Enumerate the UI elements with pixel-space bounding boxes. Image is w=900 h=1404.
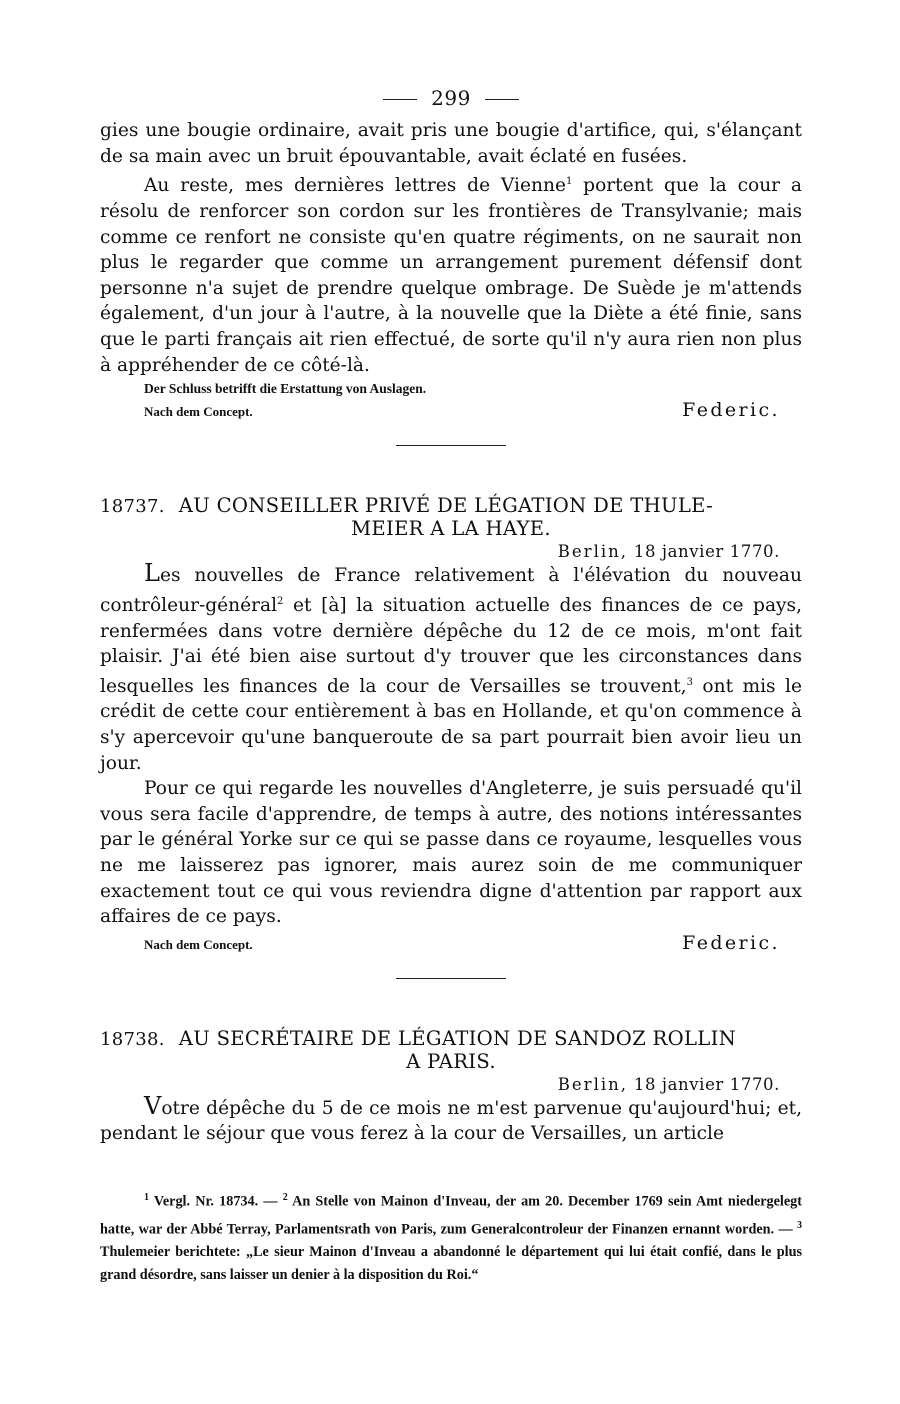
- letter-paragraph: [100, 561, 802, 776]
- dateline-place: Berlin,: [557, 1074, 628, 1094]
- footnote-mark: 3: [797, 1219, 802, 1231]
- letter-paragraph: Pour ce qui regarde les nouvelles d'Angleterre, je suis persuadé qu'il vous sera facile d'apprendre, de temps à autre, des notions intéressantes par le général Yorke sur ce qui se passe dans ce royaume, lesquelles vous ne me laisserez pas ignorer, mais aurez soin de me communiquer exactement tout ce qui vous reviendra digne d'attention par rapport aux affaires de ce pays.: [100, 778, 802, 928]
- document-heading-18737: [100, 494, 802, 540]
- letter-paragraph: Votre dépêche du 5 de ce mois ne m'est parvenue qu'aujourd'hui; et, pendant le séjour que vous ferez à la cour de Versailles, un article: [100, 1091, 802, 1145]
- dateline-date: 18 janvier 1770.: [628, 1074, 780, 1094]
- footnote-ref: 3: [686, 676, 693, 688]
- dateline: [100, 1075, 780, 1094]
- heading-line: A PARIS.: [406, 1049, 496, 1073]
- footnote-mark: 2: [282, 1192, 288, 1203]
- header-dash-left: [383, 99, 417, 100]
- dateline-place: Berlin,: [557, 542, 628, 562]
- footnotes: [100, 1186, 802, 1287]
- heading-line: MEIER A LA HAYE.: [351, 517, 551, 541]
- footnote-text: An Stelle von Mainon d'Inveau, der am 20. December 1769 sein Amt niedergelegt hatte, war der Abbé Terray, Parlamentsrath von Paris, zum Generalcontroleur der Finanzen ernannt worden. —: [100, 1193, 802, 1238]
- dateline-date: 18 janvier 1770.: [628, 542, 780, 562]
- editorial-note: Der Schluss betrifft die Erstattung von Auslagen.: [144, 381, 427, 397]
- source-note: Nach dem Concept.: [144, 936, 253, 952]
- closing-row: [100, 932, 802, 954]
- footnote-text: Vergl. Nr. 18734. —: [149, 1193, 283, 1210]
- document-heading-18738: [100, 1027, 802, 1073]
- dateline: [100, 542, 780, 561]
- header-dash-right: [485, 99, 519, 100]
- paragraph-text: et [à] la situation actuelle des finances de ce pays, renfermées dans votre dernière dépêche du 12 de ce mois, m'ont fait plaisir. J'ai été bien aise surtout d'y trouver que les circonstances dans lesquelles les finances de la cour de Versailles se trouvent,: [100, 594, 802, 697]
- paragraph-text: ont mis le crédit de cette cour entièrement à bas en Hollande, et qu'on commence à s'y apercevoir qu'une banqueroute de sa part pourrait bien avoir lieu un jour.: [100, 675, 802, 774]
- heading-line: AU CONSEILLER PRIVÉ DE LÉGATION DE THULE-: [178, 494, 714, 518]
- signature: Federic.: [682, 931, 780, 954]
- source-note: Nach dem Concept.: [144, 404, 253, 420]
- continued-paragraph: gies une bougie ordinaire, avait pris une bougie d'artifice, qui, s'élançant de sa main avec un bruit épouvantable, avait éclaté en fusées.: [100, 120, 802, 167]
- paragraph-vienne: [100, 169, 802, 378]
- footnote-ref: 1: [565, 176, 573, 188]
- page-number: 299: [431, 86, 471, 110]
- closing-row: [100, 399, 802, 421]
- footnote-block: [100, 1186, 802, 1287]
- separator-rule: [396, 978, 506, 979]
- footnote-text: Thulemeier berichtete: „Le sieur Mainon d'Inveau a abandonné le département qui lui était confié, dans le plus grand désordre, sans laisser un denier à la disposition du Roi.“: [100, 1244, 802, 1284]
- footnote-mark: 1: [144, 1192, 149, 1203]
- page-header: [100, 86, 802, 110]
- document-number: 18737.: [100, 496, 165, 518]
- paragraph-text: Les nouvelles de France relativement à l'élévation du nouveau contrôleur-général: [100, 559, 802, 616]
- signature: Federic.: [682, 399, 780, 422]
- paragraph-text: Au reste, mes dernières lettres de Vienne: [144, 175, 566, 197]
- separator-rule: [396, 445, 506, 446]
- document-number: 18738.: [100, 1028, 165, 1050]
- page-body: [100, 86, 802, 1147]
- footnote-ref: 2: [277, 595, 284, 607]
- paragraph-text: portent que la cour a résolu de renforcer son cordon sur les frontières de Transylvanie; mais comme ce renfort ne consiste qu'en quatre régiments, on ne saurait non plus le regarder que comme un arrangement purement défensif dont personne n'a sujet de prendre quelque ombrage. De Suède je m'attends également, d'un jour à l'autre, à la nouvelle que la Diète a été finie, sans que le parti français ait rien effectué, de sorte qu'il n'y aura rien non plus à appréhender de ce côté-là.: [100, 175, 802, 376]
- heading-line: AU SECRÉTAIRE DE LÉGATION DE SANDOZ ROLLIN: [178, 1026, 737, 1050]
